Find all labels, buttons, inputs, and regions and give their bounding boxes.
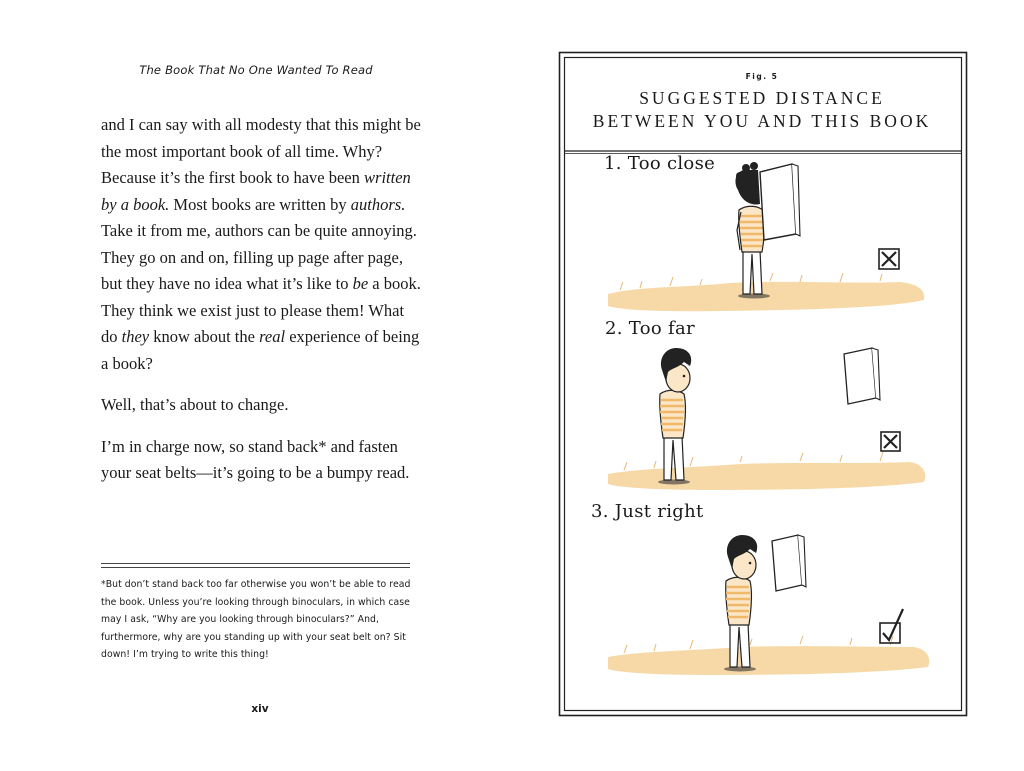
text-run: experience of being a book?	[101, 327, 420, 373]
step-label-just-right: 3. Just right	[591, 501, 704, 522]
text-run: Take it from me, authors can be quite annoying. They go on and on, filling up page after page, but they have no idea what it’s like to	[101, 221, 417, 293]
emphasis-text: they	[121, 327, 150, 346]
child-figure	[658, 348, 691, 485]
ground-shadow	[608, 636, 929, 675]
step-label-too-far: 2. Too far	[605, 318, 695, 339]
x-box-icon	[881, 432, 900, 451]
emphasis-text: authors.	[350, 194, 406, 214]
figure-title-line: BETWEEN YOU AND THIS BOOK	[592, 110, 932, 131]
figure-title	[560, 87, 964, 132]
step-label-too-close: 1. Too close	[604, 153, 716, 174]
text-run: Well, that’s about to change.	[101, 395, 289, 414]
book-icon	[760, 164, 800, 240]
book-icon	[844, 348, 880, 404]
ground-shadow	[608, 452, 925, 490]
scene-too-close	[600, 150, 940, 320]
text-run: Most books are written by	[169, 194, 351, 214]
text-run: and I can say with all modesty that this might be the most important book of all time. Why? Because it’s the first book to have been	[101, 115, 421, 187]
footnote: *But don’t stand back too far otherwise you won’t be able to read the book. Unless you’re looking through binoculars, in which case may I ask, “Why are you looking through binoculars?” And, furthermore, why are you standing up with your seat belt on? Sit down! I’m trying to write this thing!	[101, 579, 411, 660]
scene-just-right	[600, 525, 940, 690]
check-box-icon	[880, 609, 903, 643]
emphasis-text: written by a book.	[101, 168, 411, 214]
text-run: a book. They think we exist just to please them! What do	[101, 274, 421, 346]
figure-title-line: SUGGESTED DISTANCE	[639, 88, 885, 108]
page-number: xiv	[251, 703, 269, 715]
emphasis-text: real	[259, 327, 286, 346]
book-icon	[772, 535, 806, 591]
x-box-icon	[879, 249, 899, 269]
emphasis-text: be	[352, 274, 369, 293]
scene-too-far	[600, 332, 940, 497]
running-head: The Book That No One Wanted To Read	[139, 63, 373, 77]
text-run: I’m in charge now, so stand back* and fasten your seat belts—it’s going to be a bumpy read.	[101, 436, 410, 482]
figure-number: Fig. 5	[745, 72, 779, 81]
ground-shadow	[608, 273, 924, 311]
text-run: know about the	[149, 327, 260, 346]
